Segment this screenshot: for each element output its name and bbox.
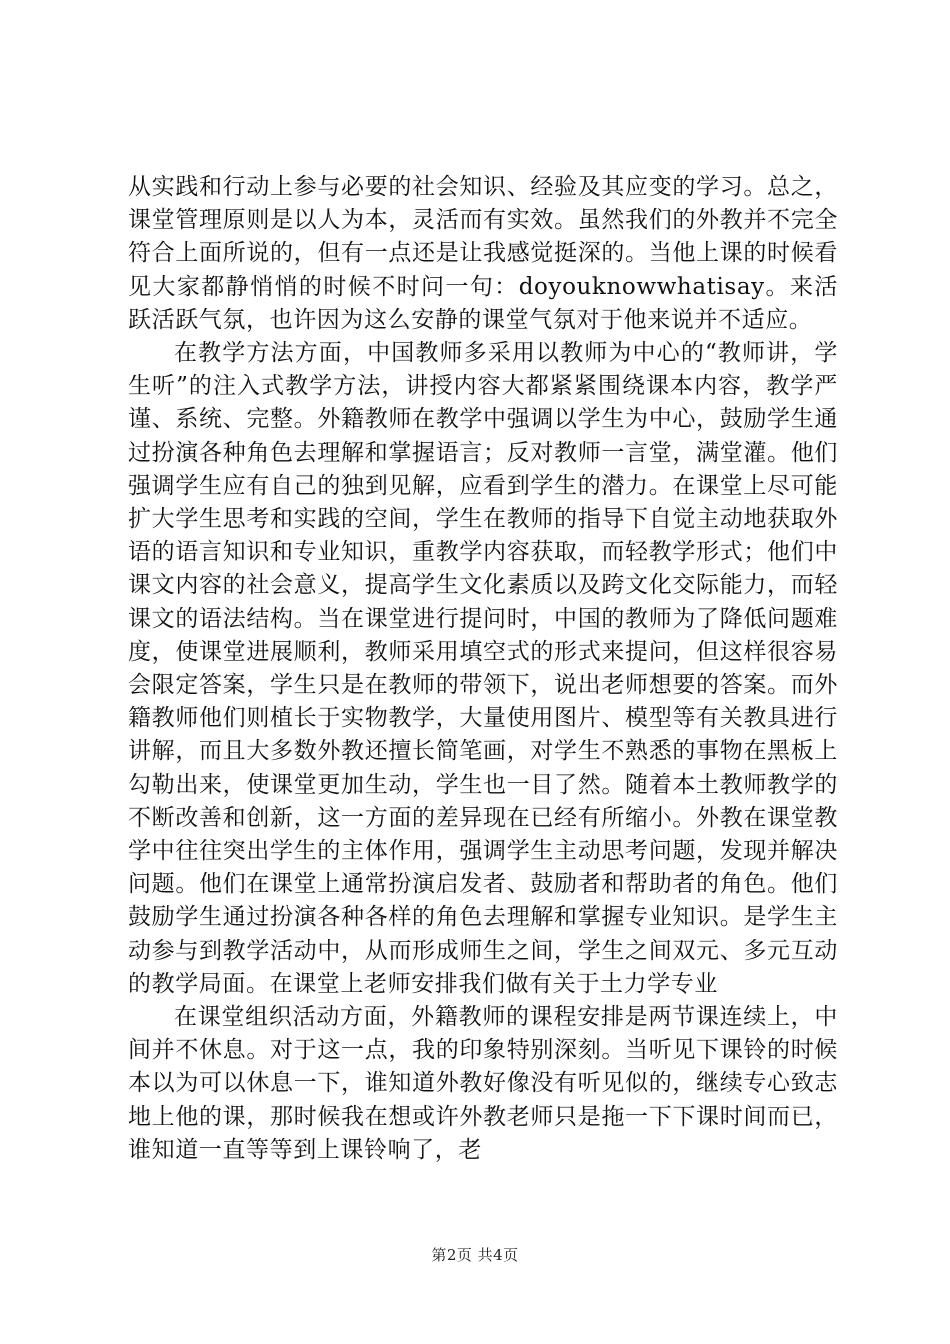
document-body	[128, 171, 838, 1167]
paragraph-1: 从实践和行动上参与必要的社会知识、经验及其应变的学习。总之，课堂管理原则是以人为本，灵活而有实效。虽然我们的外教并不完全符合上面所说的，但有一点还是让我感觉挺深的。当他上课的时候看见大家都静悄悄的时候不时问一句：doyouknowwhatisay。来活跃活跃气氛，也许因为这么安静的课堂气氛对于他来说并不适应。	[128, 174, 838, 333]
paragraph-3: 在课堂组织活动方面，外籍教师的课程安排是两节课连续上，中间并不休息。对于这一点，我的印象特别深刻。当听见下课铃的时候本以为可以休息一下，谁知道外教好像没有听见似的，继续专心致志地上他的课，那时候我在想或许外教老师只是拖一下下课时间而已，谁知道一直等等到上课铃响了，老	[128, 1004, 838, 1163]
paragraph-2: 在教学方法方面，中国教师多采用以教师为中心的“教师讲，学生听”的注入式教学方法，讲授内容大都紧紧围绕课本内容，教学严谨、系统、完整。外籍教师在教学中强调以学生为中心，鼓励学生通过扮演各种角色去理解和掌握语言；反对教师一言堂，满堂灌。他们强调学生应有自己的独到见解，应看到学生的潜力。在课堂上尽可能扩大学生思考和实践的空间，学生在教师的指导下自觉主动地获取外语的语言知识和专业知识，重教学内容获取，而轻教学形式；他们中课文内容的社会意义，提高学生文化素质以及跨文化交际能力，而轻课文的语法结构。当在课堂进行提问时，中国的教师为了降低问题难度，使课堂进展顺利，教师采用填空式的形式来提问，但这样很容易会限定答案，学生只是在教师的带领下，说出老师想要的答案。而外籍教师他们则植长于实物教学，大量使用图片、模型等有关教具进行讲解，而且大多数外教还擅长简笔画，对学生不熟悉的事物在黑板上勾勒出来，使课堂更加生动，学生也一目了然。随着本土教师教学的不断改善和创新，这一方面的差异现在已经有所缩小。外教在课堂教学中往往突出学生的主体作用，强调学生主动思考问题，发现并解决问题。他们在课堂上通常扮演启发者、鼓励者和帮助者的角色。他们鼓励学生通过扮演各种各样的角色去理解和掌握专业知识。是学生主动参与到教学活动中，从而形成师生之间，学生之间双元、多元互动的教学局面。在课堂上老师安排我们做有关于土力学专业	[128, 340, 838, 997]
page-number-footer: 第2页 共4页	[431, 1246, 519, 1264]
